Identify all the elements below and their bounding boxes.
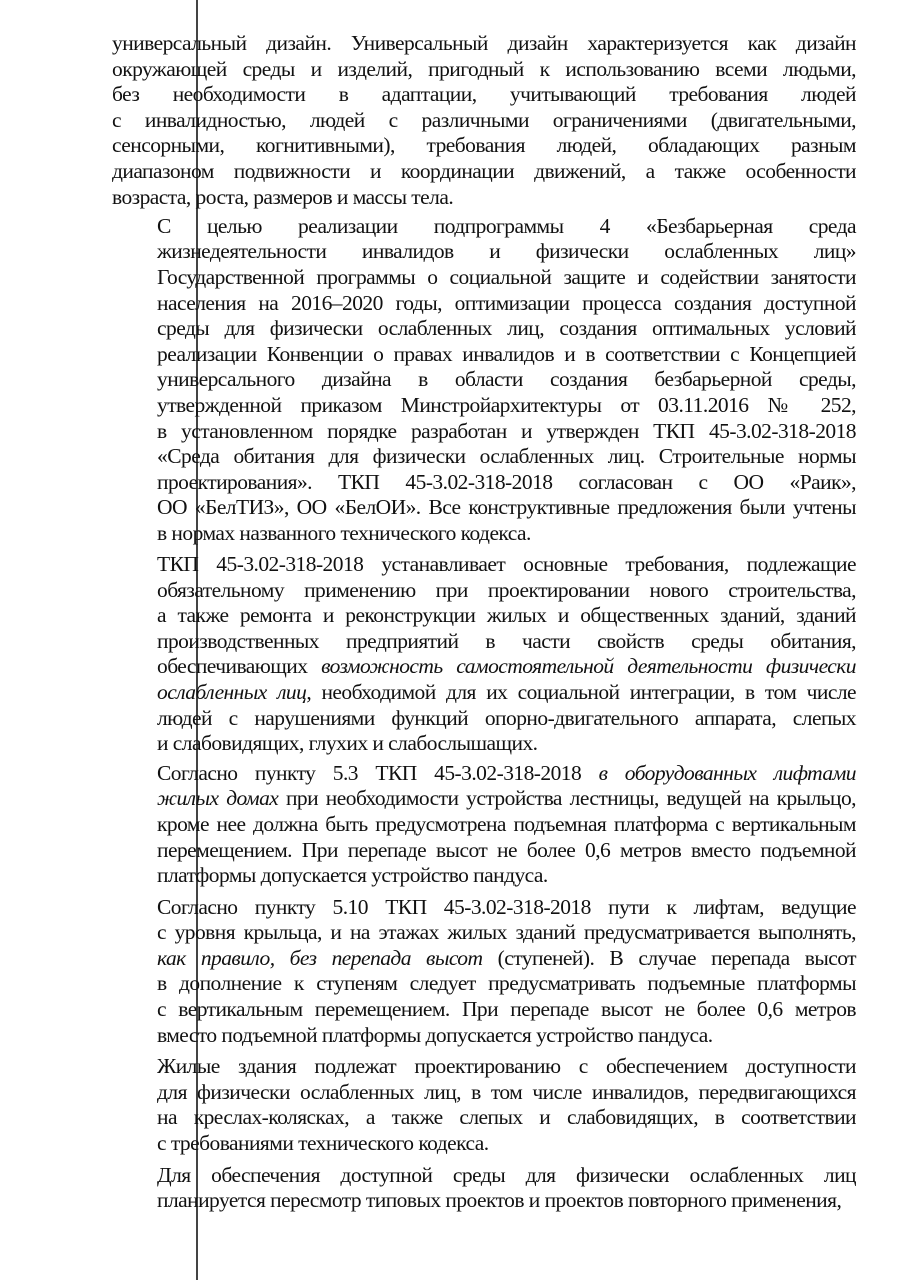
text-line [112,133,856,159]
text-run: при необходимости устройства лестницы, ведущей на крыльцо, [278,786,856,811]
text-line [112,367,856,393]
text-line [112,578,856,604]
text-run: , необходимой для их социальной интеграции, в том числе [306,679,856,704]
text-line [112,654,856,680]
text-run: планируется пересмотр типовых проектов и проектов повторного применения, [157,1188,842,1213]
text-run: населения на 2016–2020 годы, оптимизации процесса создания доступной [157,290,856,315]
text-line [112,812,856,838]
text-run: перемещением. При перепаде высот не более 0,6 метров вместо подъемной [157,837,856,862]
text-line [112,603,856,629]
text-run: Согласно пункту 5.3 ТКП 45-3.02-318-2018 [157,760,599,785]
text-line [112,1023,856,1049]
text-run: (ступеней). В случае перепада высот [482,945,856,970]
text-line [112,31,856,57]
text-line [112,761,856,787]
text-line [112,629,856,655]
text-line [112,393,856,419]
text-run: «Среда обитания для физически ослабленных лиц. Строительные нормы [157,444,856,469]
text-run: реализации Конвенции о правах инвалидов и в соответствии с Концепцией [157,341,856,366]
italic-text: как правило, без перепада высот [157,945,483,970]
text-line [112,265,856,291]
text-line [112,342,856,368]
text-line [112,680,856,706]
text-run: диапазоном подвижности и координации движений, а также особенности [112,158,856,183]
text-run: а также ремонта и реконструкции жилых и общественных зданий, зданий [157,603,856,628]
text-run: ОО «БелТИЗ», ОО «БелОИ». Все конструктивные предложения были учтены [157,495,856,520]
paragraph [112,31,856,210]
text-line [112,521,856,547]
text-line [112,108,856,134]
text-line [112,731,856,757]
italic-text: в оборудованных лифтами [598,760,856,785]
text-run: С целью реализации подпрограммы 4 «Безбарьерная среда [157,213,856,238]
text-line [112,470,856,496]
text-run: в дополнение к ступеням следует предусматривать подъемные платформы [157,971,856,996]
italic-text: жилых домах [157,786,279,811]
text-line [112,291,856,317]
text-run: возраста, роста, размеров и массы тела. [112,184,454,209]
text-line [112,786,856,812]
text-run: Согласно пункту 5.10 ТКП 45-3.02-318-2018 пути к лифтам, ведущие [157,894,856,919]
text-run: окружающей среды и изделий, пригодный к использованию всеми людьми, [112,56,856,81]
text-line [112,82,856,108]
text-line [112,997,856,1023]
text-run: обеспечивающих [157,654,322,679]
text-line [112,1105,856,1131]
text-run: проектирования». ТКП 45-3.02-318-2018 согласован с ОО «Раик», [157,469,856,494]
paragraph [112,895,856,1049]
paragraph [112,1054,856,1156]
text-run: в нормах названного технического кодекса. [157,520,531,545]
paragraph [112,761,856,889]
text-run: универсального дизайна в области создания безбарьерной среды, [157,367,856,392]
text-line [112,920,856,946]
text-run: универсальный дизайн. Универсальный дизайн характеризуется как дизайн [112,31,856,55]
text-run: кроме нее должна быть предусмотрена подъемная платформа с вертикальным [157,811,856,836]
text-run: Для обеспечения доступной среды для физически ослабленных лиц [157,1162,856,1187]
text-line [112,185,856,211]
italic-text: возможность самостоятельной деятельности физически [321,654,856,679]
paragraph [112,214,856,547]
text-line [112,159,856,185]
text-line [112,971,856,997]
text-run: с вертикальным перемещением. При перепаде высот не более 0,6 метров [157,997,856,1022]
text-line [112,239,856,265]
text-run: ТКП 45-3.02-318-2018 устанавливает основные требования, подлежащие [157,551,856,576]
text-line [112,57,856,83]
document-page [112,31,856,1214]
text-line [112,1131,856,1157]
text-line [112,552,856,578]
text-run: вместо подъемной платформы допускается устройство пандуса. [157,1022,713,1047]
text-run: утвержденной приказом Минстройархитектуры от 03.11.2016 № 252, [157,392,856,417]
paragraph [112,1163,856,1214]
text-run: и слабовидящих, глухих и слабослышащих. [157,731,538,756]
text-run: платформы допускается устройство пандуса. [157,863,548,888]
text-line [112,495,856,521]
text-line [112,838,856,864]
text-line [112,214,856,240]
text-run: Государственной программы о социальной защите и содействии занятости [157,264,856,289]
text-line [112,1188,856,1214]
text-run: производственных предприятий в части свойств среды обитания, [157,628,856,653]
text-run: сенсорными, когнитивными), требования людей, обладающих разным [112,133,856,158]
text-run: без необходимости в адаптации, учитывающий требования людей [112,82,856,107]
text-run: жизнедеятельности инвалидов и физически ослабленных лиц» [157,239,856,264]
text-run: для физически ослабленных лиц, в том числе инвалидов, передвигающихся [157,1079,856,1104]
text-line [112,946,856,972]
text-line [112,895,856,921]
text-run: с инвалидностью, людей с различными ограничениями (двигательными, [112,107,856,132]
text-line [112,863,856,889]
text-run: среды для физически ослабленных лиц, создания оптимальных условий [157,316,856,341]
text-run: людей с нарушениями функций опорно-двигательного аппарата, слепых [157,705,856,730]
text-line [112,1163,856,1189]
text-line [112,706,856,732]
paragraph [112,552,856,757]
text-line [112,1080,856,1106]
italic-text: ослабленных лиц [157,679,307,704]
text-line [112,316,856,342]
text-run: в установленном порядке разработан и утвержден ТКП 45-3.02-318-2018 [157,418,856,443]
text-line [112,1054,856,1080]
text-run: с уровня крыльца, и на этажах жилых зданий предусматривается выполнять, [157,920,856,945]
text-line [112,444,856,470]
text-run: обязательному применению при проектировании нового строительства, [157,577,856,602]
text-run: на креслах-колясках, а также слепых и слабовидящих, в соответствии [157,1105,856,1130]
text-run: с требованиями технического кодекса. [157,1131,489,1156]
text-line [112,419,856,445]
text-run: Жилые здания подлежат проектированию с обеспечением доступности [157,1054,856,1079]
